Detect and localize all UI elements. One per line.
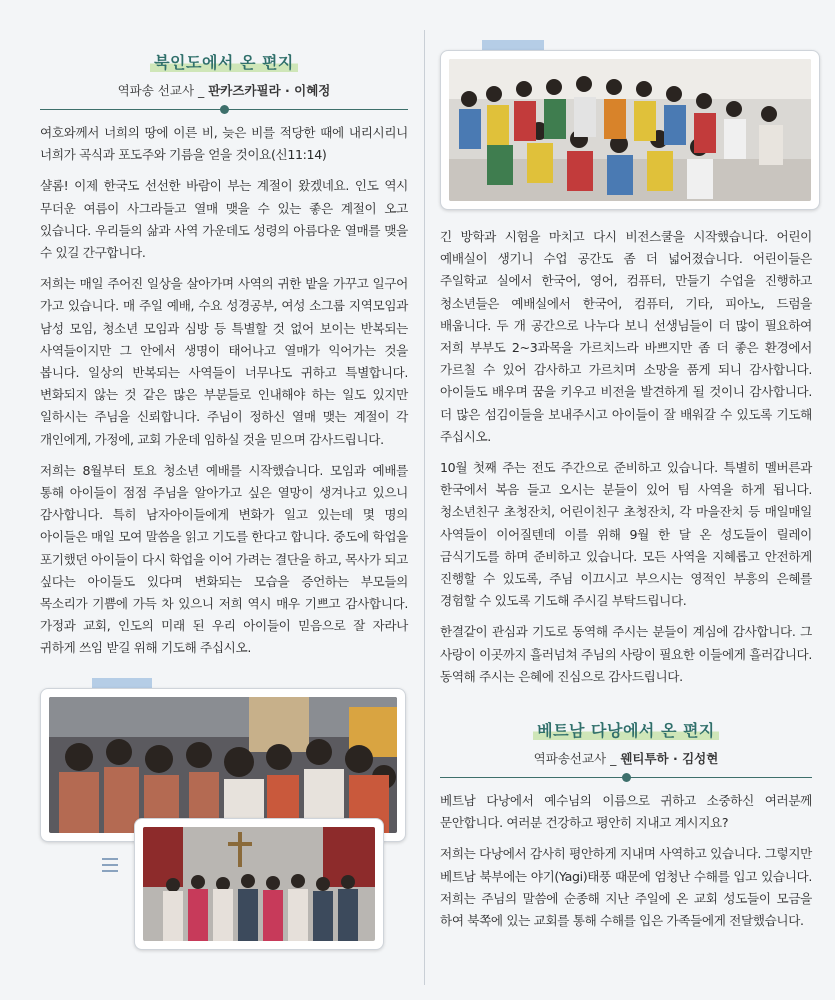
paragraph: 저희는 다낭에서 감사히 평안하게 지내며 사역하고 있습니다. 그렇지만 베트남 북부에는 야기(Yagi)태풍 때문에 엄청난 수해를 입고 있습니다. 저희는 주님의 말씀에 순종해 지난 주일에 온 교회 성도들이 모금을 하여 북쪽에 있는 교회를 통해 수해를 입은 가족들에게 전달했습니다. [440, 846, 812, 929]
left-column [40, 0, 408, 669]
letter2-rule [440, 777, 812, 778]
paragraph: 여호와께서 너희의 땅에 이른 비, 늦은 비를 적당한 때에 내리시리니 너희가 곡식과 포도주와 기름을 얻을 것이요(신11:14) [40, 125, 408, 163]
photo-frame-group [134, 818, 384, 950]
worship-photo-image [49, 697, 397, 833]
group-photo-image [143, 827, 375, 941]
paragraph: 저희는 매일 주어진 일상을 살아가며 사역의 귀한 밭을 가꾸고 일구어 가고 있습니다. 매 주일 예배, 수요 성경공부, 여성 소그룹 지역모임과 남성 모임, 청소년 모임과 심방 등 특별할 것 없어 보이는 반복되는 사역들이지만 그 안에서 생명이 태어나고 열매가 익어가는 것을 봅니다. 일상의 반복되는 사역들이 너무나도 귀하고 특별합니다. 변화되지 않는 것 같은 많은 부분들로 인내해야 하는 일도 있지만 일하시는 주님을 신뢰합니다. 주님이 정하신 열매 맺는 계절이 각 개인에게, 가정에, 교회 가운데 임하실 것을 믿으며 감사드립니다. [40, 276, 408, 447]
group-photo [143, 827, 375, 941]
letter2-title: 베트남 다낭에서 온 편지 [440, 718, 812, 741]
worship-photo [49, 697, 397, 833]
paragraph: 한결같이 관심과 기도로 동역해 주시는 분들이 계심에 감사합니다. 그 사랑이 이곳까지 흘러넘쳐 주님의 사랑이 필요한 이들에게 흘러갑니다. 동역해 주시는 은혜에 진심으로 감사드립니다. [440, 624, 812, 684]
menu-lines-icon [102, 858, 118, 876]
paragraph: 저희는 8월부터 토요 청소년 예배를 시작했습니다. 모임과 예배를 통해 아이들이 점점 주님을 알아가고 싶은 열망이 생겨나고 있으니 감사합니다. 특히 남자아이들에게 변화가 일고 있는데 몇 명의 아이들은 매일 모여 말씀을 읽고 기도를 한다고 합니다. 중도에 학업을 포기했던 아이들이 다시 학업을 이어 가려는 결단을 하고, 목사가 되고 싶다는 아이들도 있다며 변화되는 모습을 증언하는 부모들의 목소리가 기쁨에 가득 차 있으니 저희 역시 매우 기쁘고 감사합니다. 가정과 교회, 인도의 미래 된 우리 아이들이 믿음으로 잘 자라나 귀하게 쓰임 받길 위해 기도해 주십시오. [40, 462, 408, 656]
right-column [440, 226, 812, 941]
paragraph: 10월 첫째 주는 전도 주간으로 준비하고 있습니다. 특별히 멜버른과 한국에서 복음 들고 오시는 분들이 있어 팀 사역을 하게 됩니다. 청소년친구 초청잔치, 어린이친구 초청잔치, 각 마을잔치 등 매일매일 사역들이 이어질텐데 이를 위해 9월 한 달 온 성도들이 릴레이 금식기도를 하며 준비하고 있습니다. 모든 사역을 지혜롭고 안전하게 진행할 수 있도록, 주님 이끄시고 부으시는 영적인 부흥의 은혜를 경험할 수 있도록 기도해 주시길 부탁드립니다. [440, 460, 812, 609]
letter1-title: 북인도에서 온 편지 [40, 50, 408, 73]
paragraph: 샬롬! 이제 한국도 선선한 바람이 부는 계절이 왔겠네요. 인도 역시 무더운 여름이 사그라들고 열매 맺을 수 있는 좋은 계절이 오고 있습니다. 우리들의 삶과 사역 가운데도 성령의 아름다운 열매를 맺을 수 있길 간구합니다. [40, 178, 408, 261]
column-divider [424, 30, 425, 985]
letter1-rule [40, 109, 408, 110]
letter2-byline: 역파송선교사 _ 웬티투하 · 김성현 [533, 751, 719, 767]
letter1-byline: 역파송 선교사 _ 판카즈카필라 · 이혜정 [117, 83, 331, 98]
photo-frame-children [440, 50, 820, 210]
paragraph: 베트남 다낭에서 예수님의 이름으로 귀하고 소중하신 여러분께 문안합니다. 여러분 건강하고 평안히 지내고 계시지요? [440, 793, 812, 831]
children-photo-image [449, 59, 811, 201]
paragraph: 긴 방학과 시험을 마치고 다시 비전스쿨을 시작했습니다. 어린이 예배실이 생기니 수업 공간도 좀 더 넓어졌습니다. 어린이들은 주일학교 실에서 한국어, 영어, 컴퓨터, 만들기 수업을 진행하고 청소년들은 예배실에서 한국어, 컴퓨터, 기타, 피아노, 드럼을 배웁니다. 두 개 공간으로 나누다 보니 선생님들이 더 많이 필요하여 저희 부부도 2~3과목을 가르치느라 바쁘지만 좀 더 좋은 환경에서 가르칠 수 있어 감사하고 가르치며 소망을 품게 되니 감사합니다. 아이들도 배우며 꿈을 키우고 비전을 발견하게 될 것이니 감사합니다. 더 많은 섬김이들을 보내주시고 아이들이 잘 배워갈 수 있도록 기도해 주십시오. [440, 229, 812, 444]
children-photo [449, 59, 811, 201]
